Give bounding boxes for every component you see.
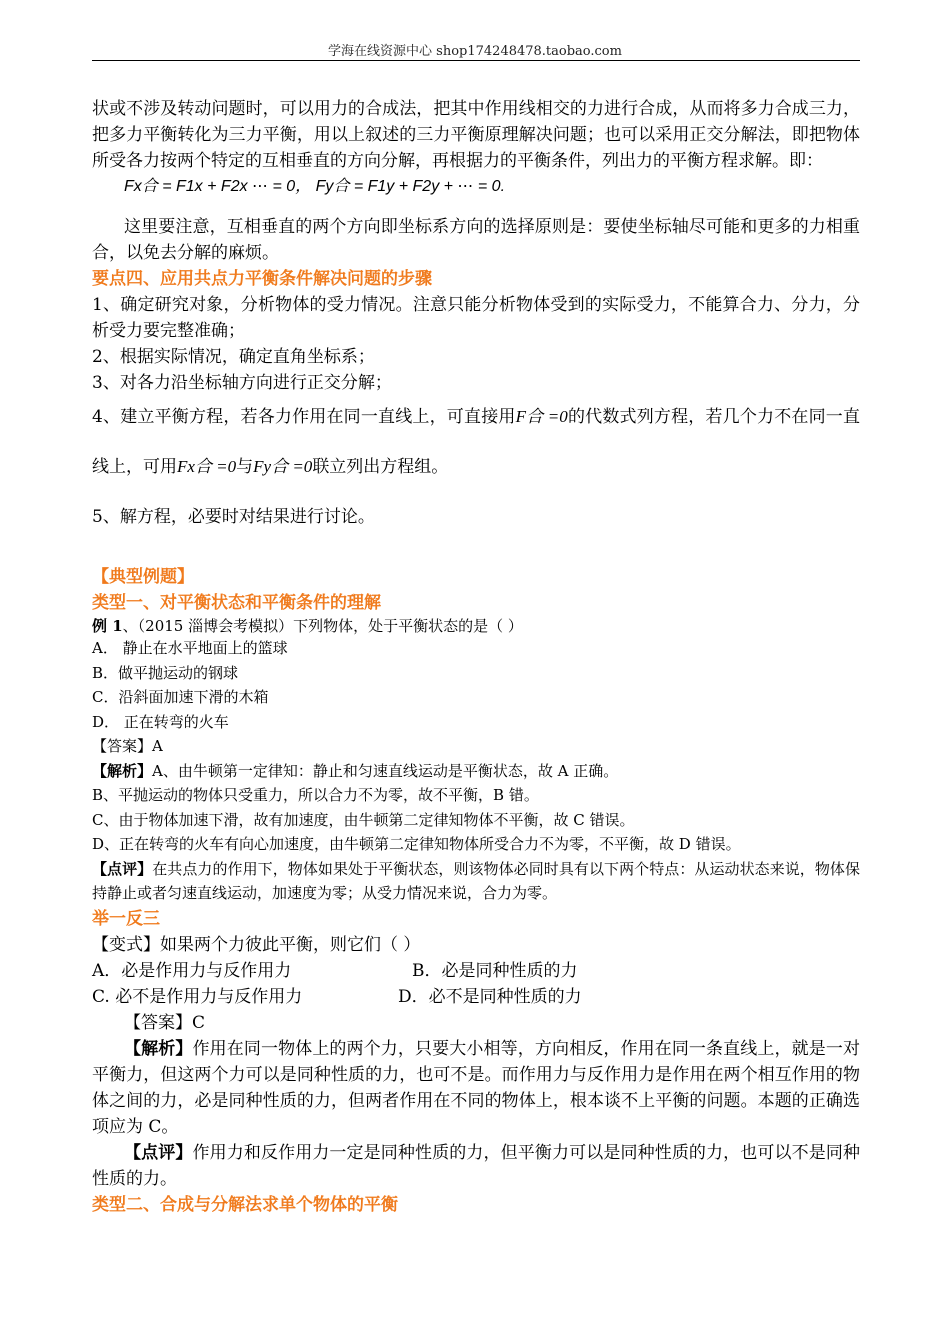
step-4-text-d: 联立列出方程组。	[312, 457, 449, 477]
variant-comment-label: 【点评】	[124, 1142, 193, 1163]
example-1-analysis-b: B、平抛运动的物体只受重力，所以合力不为零，故不平衡，B 错。	[92, 786, 539, 804]
intro-note: 这里要注意，互相垂直的两个方向即坐标系方向的选择原则是：要使坐标轴尽可能和更多的力相重合，以免去分解的麻烦。	[92, 217, 860, 263]
example-1-option-a: A． 静止在水平地面上的篮球	[92, 639, 288, 657]
example-1-option-b: B．做平抛运动的钢球	[92, 663, 239, 682]
page-header: 学海在线资源中心 shop174248478.taobao.com	[328, 44, 622, 59]
variant-answer: 【答案】C	[124, 1012, 206, 1033]
equilibrium-formula: Fx合 = F1x + F2x ⋯ = 0， Fy合 = F1y + F2y + ⋯ = 0.	[124, 178, 506, 195]
variant-option-d: D．必不是同种性质的力	[398, 986, 582, 1007]
example-1-comment	[92, 857, 860, 906]
example-1-analysis-a	[92, 759, 860, 784]
step-4-text-c: 与	[236, 457, 254, 477]
example-1-answer: 【答案】A	[92, 737, 163, 755]
step-3: 3、对各力沿坐标轴方向进行正交分解；	[92, 373, 392, 393]
variant-options-ab	[92, 958, 860, 984]
step-2: 2、根据实际情况，确定直角坐标系；	[92, 347, 375, 367]
variant-heading: 举一反三	[92, 908, 160, 929]
type1-heading: 类型一、对平衡状态和平衡条件的理解	[92, 593, 381, 613]
examples-heading: 【典型例题】	[92, 567, 194, 587]
net-force-formula: F合 =0	[515, 407, 568, 426]
intro-paragraph: 状或不涉及转动问题时，可以用力的合成法，把其中作用线相交的力进行合成，从而将多力合成三力，把多力平衡转化为三力平衡，用以上叙述的三力平衡原理解决问题；也可以采用正交分解法，即把物体所受各力按两个特定的互相垂直的方向分解，再根据力的平衡条件，列出力的平衡方程求解。即：	[92, 99, 860, 171]
example-1-analysis-d: D、正在转弯的火车有向心加速度，由牛顿第二定律知物体所受合力不为零，不平衡，故 D 错误。	[92, 835, 741, 853]
variant-analysis	[92, 1036, 860, 1140]
variant-analysis-text: 作用在同一物体上的两个力，只要大小相等，方向相反，作用在同一条直线上，就是一对平衡力，但这两个力可以是同种性质的力，也可不是。而作用力与反作用力是作用在两个相互作用的物体之间的力，必是同种性质的力，但两者作用在不同的物体上，根本谈不上平衡的问题。本题的正确选项应为 C。	[92, 1038, 861, 1137]
header-rule	[92, 60, 860, 61]
variant-option-a: A．必是作用力与反作用力	[92, 960, 292, 981]
section4-heading: 要点四、应用共点力平衡条件解决问题的步骤	[92, 269, 432, 289]
analysis-a-text: A、由牛顿第一定律知：静止和匀速直线运动是平衡状态，故 A 正确。	[152, 761, 619, 780]
step-4-text-a: 4、建立平衡方程，若各力作用在同一直线上，可直接用	[92, 407, 516, 427]
comment-text: 在共点力的作用下，物体如果处于平衡状态，则该物体必同时具有以下两个特点：从运动状态来说，物体保持静止或者匀速直线运动，加速度为零；从受力情况来说，合力为零。	[92, 859, 860, 902]
example-1-question	[92, 616, 860, 636]
step-4-text-b: 的代数式列方程，若几个力不在同一直线上，可用	[92, 407, 860, 477]
variant-analysis-label: 【解析】	[124, 1038, 193, 1059]
step-1: 1、确定研究对象，分析物体的受力情况。注意只能分析物体受到的实际受力，不能算合力、分力，分析受力要完整准确；	[92, 295, 860, 341]
variant-option-c: C. 必不是作用力与反作用力	[92, 986, 303, 1007]
variant-options-cd	[92, 984, 860, 1010]
step-4	[92, 392, 860, 492]
example-1-option-d: D． 正在转弯的火车	[92, 712, 229, 731]
document-body	[92, 96, 860, 1218]
variant-option-b: B．必是同种性质的力	[412, 960, 578, 981]
example-1-label: 例 1	[92, 617, 123, 635]
variant-comment	[92, 1140, 860, 1192]
example-1-text: 、（2015 淄博会考模拟）下列物体，处于平衡状态的是（ ）	[122, 617, 523, 635]
type2-heading: 类型二、合成与分解法求单个物体的平衡	[92, 1194, 398, 1215]
example-1-option-c: C．沿斜面加速下滑的木箱	[92, 688, 269, 706]
step-5: 5、解方程，必要时对结果进行讨论。	[92, 507, 375, 527]
analysis-label: 【解析】	[92, 761, 153, 780]
x-force-formula: Fx合 =0	[177, 457, 237, 476]
variant-question: 【变式】如果两个力彼此平衡，则它们（ ）	[92, 934, 421, 955]
variant-comment-text: 作用力和反作用力一定是同种性质的力，但平衡力可以是同种性质的力，也可以不是同种性质的力。	[92, 1142, 861, 1189]
comment-label: 【点评】	[92, 859, 153, 878]
y-force-formula: Fy合 =0	[253, 457, 313, 476]
example-1-analysis-c: C、由于物体加速下滑，故有加速度，由牛顿第二定律知物体不平衡，故 C 错误。	[92, 810, 635, 829]
